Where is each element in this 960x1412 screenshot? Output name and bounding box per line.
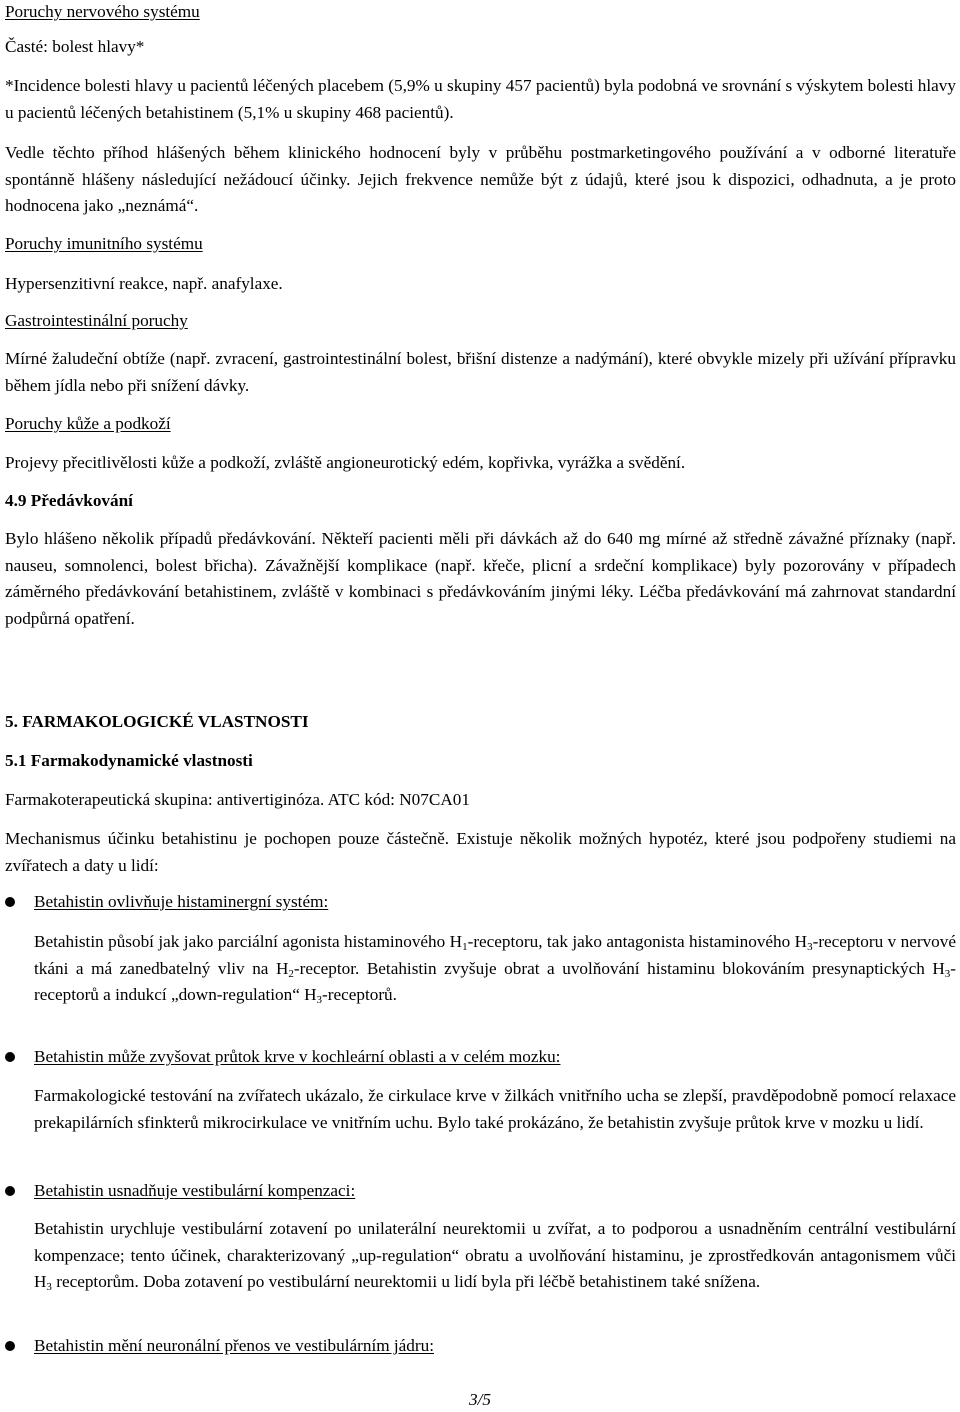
bullet-title-neuronal-transmission: Betahistin mění neuronální přenos ve vestibulárním jádru: [34, 1336, 434, 1355]
skin-text: Projevy přecitlivělosti kůže a podkoží, zvláště angioneurotický edém, kopřivka, vyrážka a svědění. [5, 453, 686, 472]
bullet-text-histaminergic: Betahistin působí jak jako parciální agonista histaminového $H_1$-receptoru, tak jako antagonista histaminového $H_3$-receptoru v nervové tkáni a má zanedbatelný vliv na $H_2$-receptor. Betahistin zvyšuje obrat a uvolňování histaminu blokováním presynaptických $H_3$-receptorů a indukcí „down-regulation“ $H_3$-receptorů. [34, 932, 956, 1006]
incidence-paragraph: *Incidence bolesti hlavy u pacientů léčených placebem (5,9% u skupiny 457 pacientů) byla podobná ve srovnání s výskytem bolesti hlavy u pacientů léčených betahistinem (5,1% u skupiny 468 pacientů). [5, 76, 956, 122]
bullet-text-blood-flow: Farmakologické testování na zvířatech ukázalo, že cirkulace krve v žilkách vnitřního ucha se zlepší, pravděpodobně pomocí relaxace prekapilárních sfinkterů mikrocirkulace ve vnitřním uchu. Bylo také prokázáno, že betahistin zvyšuje průtok krve v mozku u lidí. [34, 1086, 956, 1132]
section-heading-nervous: Poruchy nervového systému [5, 2, 200, 21]
bullet-title-histaminergic: Betahistin ovlivňuje histaminergní systém: [34, 892, 329, 911]
subsection-heading-pharmacodynamics: 5.1 Farmakodynamické vlastnosti [5, 751, 253, 770]
section-heading-immune: Poruchy imunitního systému [5, 234, 203, 253]
bullet-dot [5, 1186, 15, 1196]
pharmacotherapeutic-group: Farmakoterapeutická skupina: antivertiginóza. ATC kód: N07CA01 [5, 790, 470, 809]
bullet-title-vestibular-compensation: Betahistin usnadňuje vestibulární kompenzaci: [34, 1181, 356, 1200]
gastro-text: Mírné žaludeční obtíže (např. zvracení, gastrointestinální bolest, břišní distenze a nadýmání), které obvykle mizely při užívání přípravku během jídla nebo při snížení dávky. [5, 349, 956, 395]
section-heading-overdose: 4.9 Předávkování [5, 491, 133, 510]
page-number: 3/5 [469, 1390, 491, 1409]
bullet-dot [5, 1341, 15, 1351]
overdose-text: Bylo hlášeno několik případů předávkování. Někteří pacienti měli při dávkách až do 640 mg mírné až středně závažné příznaky (např. nauseu, somnolenci, bolest břicha). Závažnější komplikace (např. křeče, plicní a srdeční komplikace) byly pozorovány v případech záměrného předávkování betahistinem, zvláště v kombinaci s předávkováním jinými léky. Léčba předávkování má zahrnovat standardní podpůrná opatření. [5, 529, 956, 628]
immune-text: Hypersenzitivní reakce, např. anafylaxe. [5, 274, 283, 293]
section-heading-gastro: Gastrointestinální poruchy [5, 311, 188, 330]
bullet-text-vestibular-compensation: Betahistin urychluje vestibulární zotavení po unilaterální neurektomii u zvířat, a to podporou a usnadněním centrální vestibulární kompenzace; tento účinek, charakterizovaný „up-regulation“ obratu a uvolňování histaminu, je zprostředkován antagonismem vůči $H_3$ receptorům. Doba zotavení po vestibulární neurektomii u lidí byla při léčbě betahistinem také snížena. [34, 1219, 956, 1293]
bullet-title-blood-flow: Betahistin může zvyšovat průtok krve v kochleární oblasti a v celém mozku: [34, 1047, 561, 1066]
mechanism-paragraph: Mechanismus účinku betahistinu je pochopen pouze částečně. Existuje několik možných hypotéz, které jsou podpořeny studiemi na zvířatech a daty u lidí: [5, 829, 956, 875]
common-effect: Časté: bolest hlavy* [5, 37, 145, 56]
postmarketing-paragraph: Vedle těchto příhod hlášených během klinického hodnocení byly v průběhu postmarketingového používání a v odborné literatuře spontánně hlášeny následující nežádoucí účinky. Jejich frekvence nemůže být z údajů, které jsou k dispozici, odhadnuta, a je proto hodnocena jako „neznámá“. [5, 143, 956, 215]
bullet-dot [5, 1052, 15, 1062]
section-heading-pharmacology: 5. FARMAKOLOGICKÉ VLASTNOSTI [5, 712, 309, 731]
bullet-dot [5, 897, 15, 907]
section-heading-skin: Poruchy kůže a podkoží [5, 414, 171, 433]
